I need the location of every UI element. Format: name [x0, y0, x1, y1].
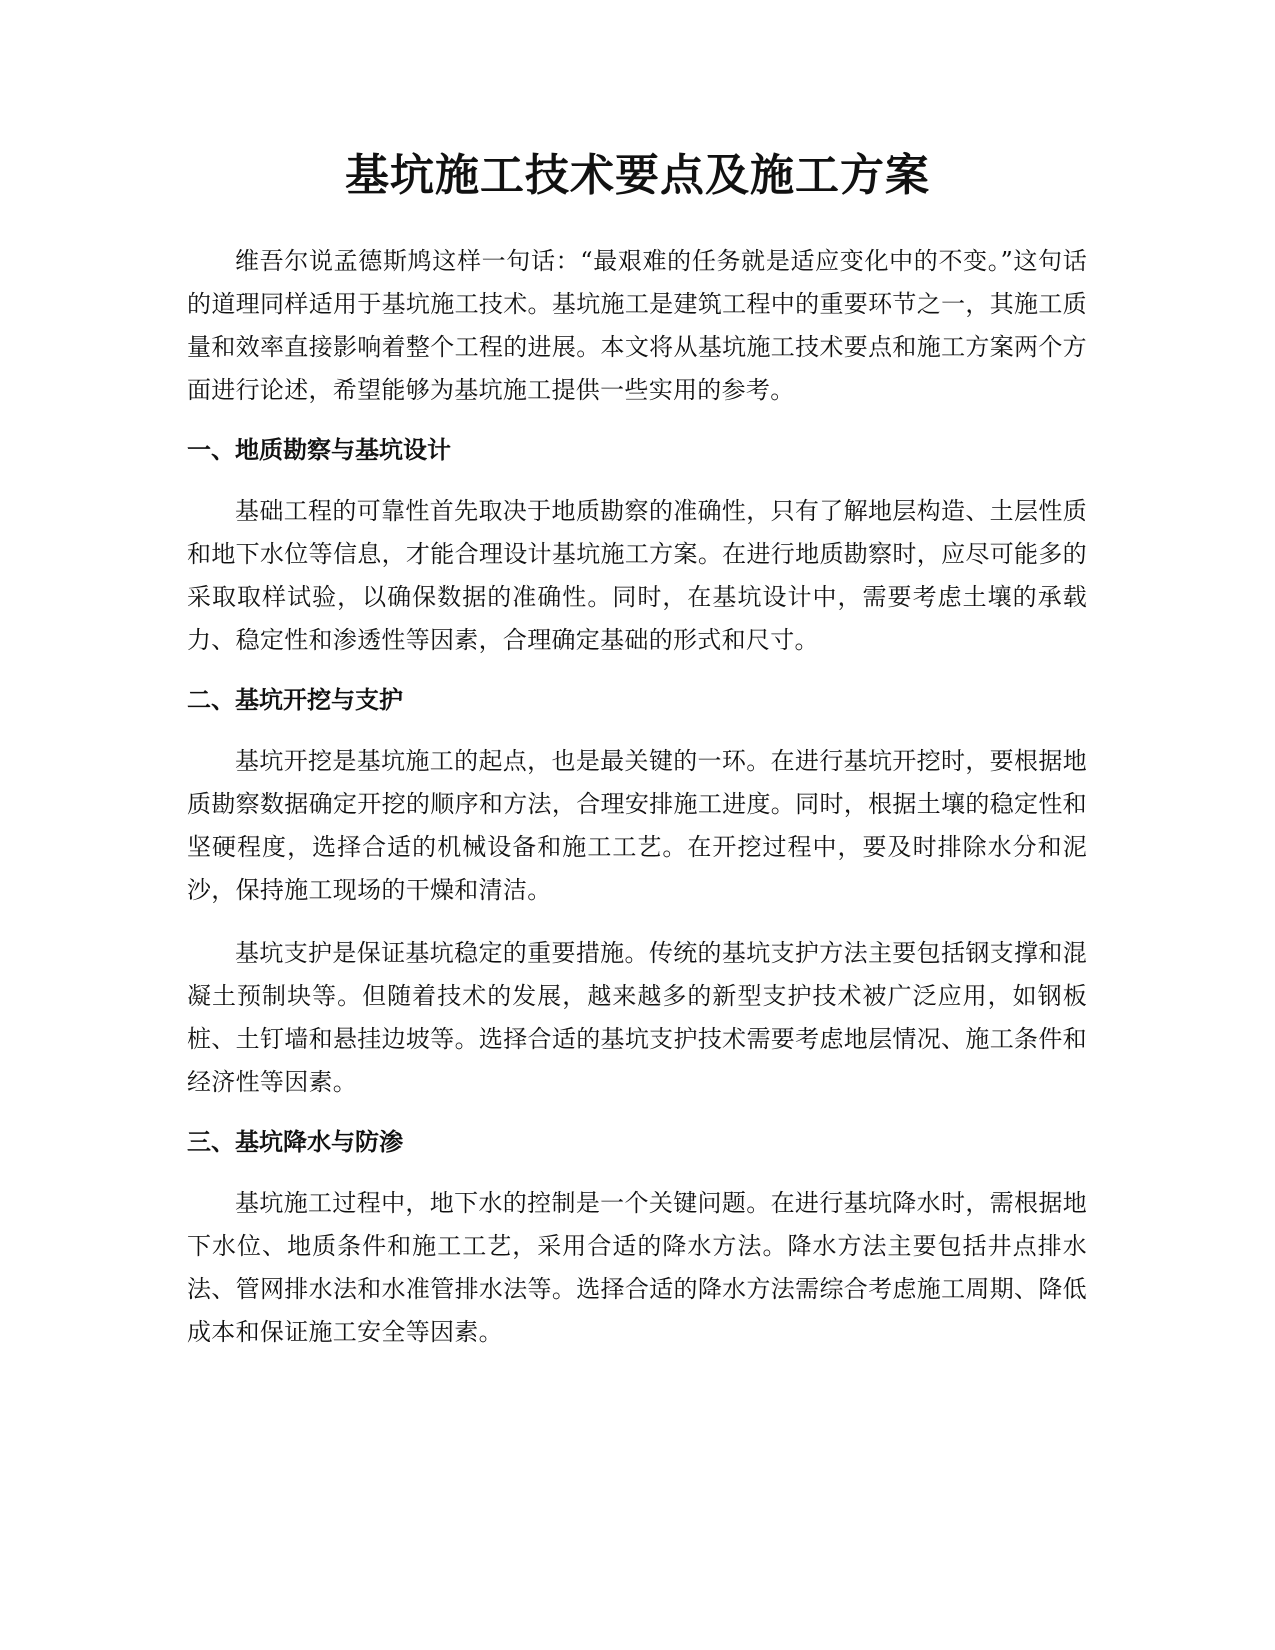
section-heading: 三、基坑降水与防渗: [187, 1128, 403, 1156]
section-heading: 一、地质勘察与基坑设计: [187, 436, 451, 464]
section-excavation-support: [187, 682, 1087, 1104]
section-paragraph: 基坑施工过程中，地下水的控制是一个关键问题。在进行基坑降水时，需根据地下水位、地质条件和施工工艺，采用合适的降水方法。降水方法主要包括井点排水法、管网排水法和水准管排水法等。选择合适的降水方法需综合考虑施工周期、降低成本和保证施工安全等因素。: [187, 1189, 1087, 1346]
intro-paragraph: 维吾尔说孟德斯鸠这样一句话：“最艰难的任务就是适应变化中的不变。”这句话的道理同样适用于基坑施工技术。基坑施工是建筑工程中的重要环节之一，其施工质量和效率直接影响着整个工程的进展。本文将从基坑施工技术要点和施工方案两个方面进行论述，希望能够为基坑施工提供一些实用的参考。: [187, 247, 1087, 404]
section-paragraph: 基坑开挖是基坑施工的起点，也是最关键的一环。在进行基坑开挖时，要根据地质勘察数据确定开挖的顺序和方法，合理安排施工进度。同时，根据土壤的稳定性和坚硬程度，选择合适的机械设备和施工工艺。在开挖过程中，要及时排除水分和泥沙，保持施工现场的干燥和清洁。: [187, 747, 1087, 904]
section-paragraph: 基础工程的可靠性首先取决于地质勘察的准确性，只有了解地层构造、土层性质和地下水位等信息，才能合理设计基坑施工方案。在进行地质勘察时，应尽可能多的采取取样试验，以确保数据的准确性。同时，在基坑设计中，需要考虑土壤的承载力、稳定性和渗透性等因素，合理确定基础的形式和尺寸。: [187, 497, 1087, 654]
section-geology-survey: [187, 432, 1087, 662]
section-paragraph: 基坑支护是保证基坑稳定的重要措施。传统的基坑支护方法主要包括钢支撑和混凝土预制块等。但随着技术的发展，越来越多的新型支护技术被广泛应用，如钢板桩、土钉墙和悬挂边坡等。选择合适的基坑支护技术需要考虑地层情况、施工条件和经济性等因素。: [187, 939, 1087, 1096]
section-heading: 二、基坑开挖与支护: [187, 686, 403, 714]
document-body: [187, 240, 1087, 1374]
section-dewatering-seepage: [187, 1124, 1087, 1354]
document-title: 基坑施工技术要点及施工方案: [345, 150, 930, 201]
